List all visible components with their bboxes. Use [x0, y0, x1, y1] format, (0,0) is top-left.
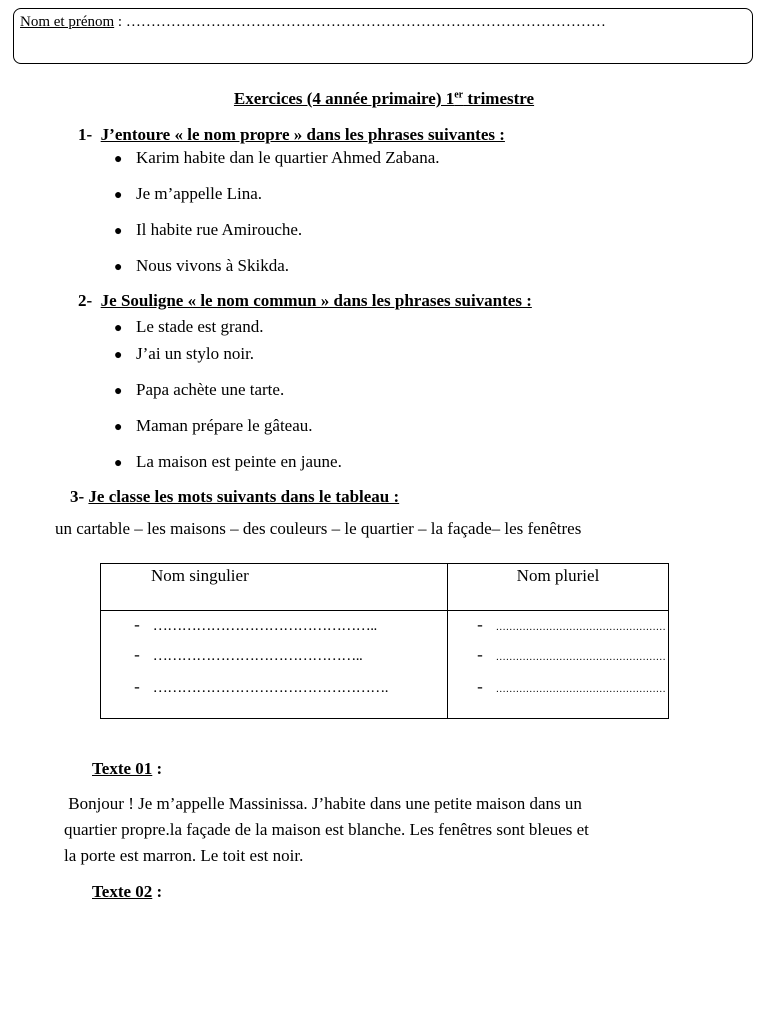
plural-answer-cell[interactable]	[448, 611, 669, 719]
answer-line[interactable]: - ……………………………………………	[477, 677, 666, 696]
name-colon: :	[114, 14, 126, 30]
column-header-singular: Nom singulier	[101, 564, 448, 611]
list-item: ● Je m’appelle Lina.	[114, 184, 263, 203]
list-item: ● Nous vivons à Skikda.	[114, 256, 289, 275]
answer-line[interactable]: - ……………………………………………	[477, 615, 666, 634]
paragraph-line: la porte est marron. Le toit est noir.	[64, 846, 304, 865]
list-item: ● La maison est peinte en jaune.	[114, 452, 342, 471]
texte-01-paragraph	[64, 791, 724, 869]
paragraph-line: quartier propre.la façade de la maison est blanche. Les fenêtres sont bleues et	[64, 820, 589, 839]
exercise-1-heading: 1- J’entoure « le nom propre » dans les phrases suivantes :	[78, 125, 505, 144]
exercise-3-heading: 3- Je classe les mots suivants dans le tableau :	[70, 487, 400, 506]
list-item: ● Papa achète une tarte.	[114, 380, 285, 399]
texte-02-heading: Texte 02 :	[92, 882, 163, 901]
list-item: ● J’ai un stylo noir.	[114, 344, 255, 363]
answer-line[interactable]: - ………………………………………….	[134, 677, 388, 696]
list-item: ● Maman prépare le gâteau.	[114, 416, 313, 435]
list-item: ● Il habite rue Amirouche.	[114, 220, 303, 239]
name-label: Nom et prénom	[20, 14, 115, 30]
list-item: ● Le stade est grand.	[114, 317, 264, 336]
answer-line[interactable]: - ………………………………………..	[134, 615, 377, 634]
classification-table	[100, 563, 669, 719]
column-header-plural: Nom pluriel	[448, 564, 669, 611]
exercise-2-heading: 2- Je Souligne « le nom commun » dans les phrases suivantes :	[78, 291, 532, 310]
page-title: Exercices (4 année primaire) 1er trimestre	[233, 89, 535, 108]
list-item: ● Karim habite dan le quartier Ahmed Zabana.	[114, 148, 440, 167]
word-list: un cartable – les maisons – des couleurs – le quartier – la façade– les fenêtres	[55, 519, 582, 538]
name-field-line[interactable]	[20, 14, 606, 31]
paragraph-line: Bonjour ! Je m’appelle Massinissa. J’habite dans une petite maison dans un	[64, 794, 582, 813]
name-dots: ……………………………………………………………………………………	[125, 14, 606, 30]
texte-01-heading: Texte 01 :	[92, 759, 163, 778]
answer-line[interactable]: - ……………………………………………	[477, 645, 666, 664]
singular-answer-cell[interactable]	[101, 611, 448, 719]
answer-line[interactable]: - ……………………………………..	[134, 645, 363, 664]
